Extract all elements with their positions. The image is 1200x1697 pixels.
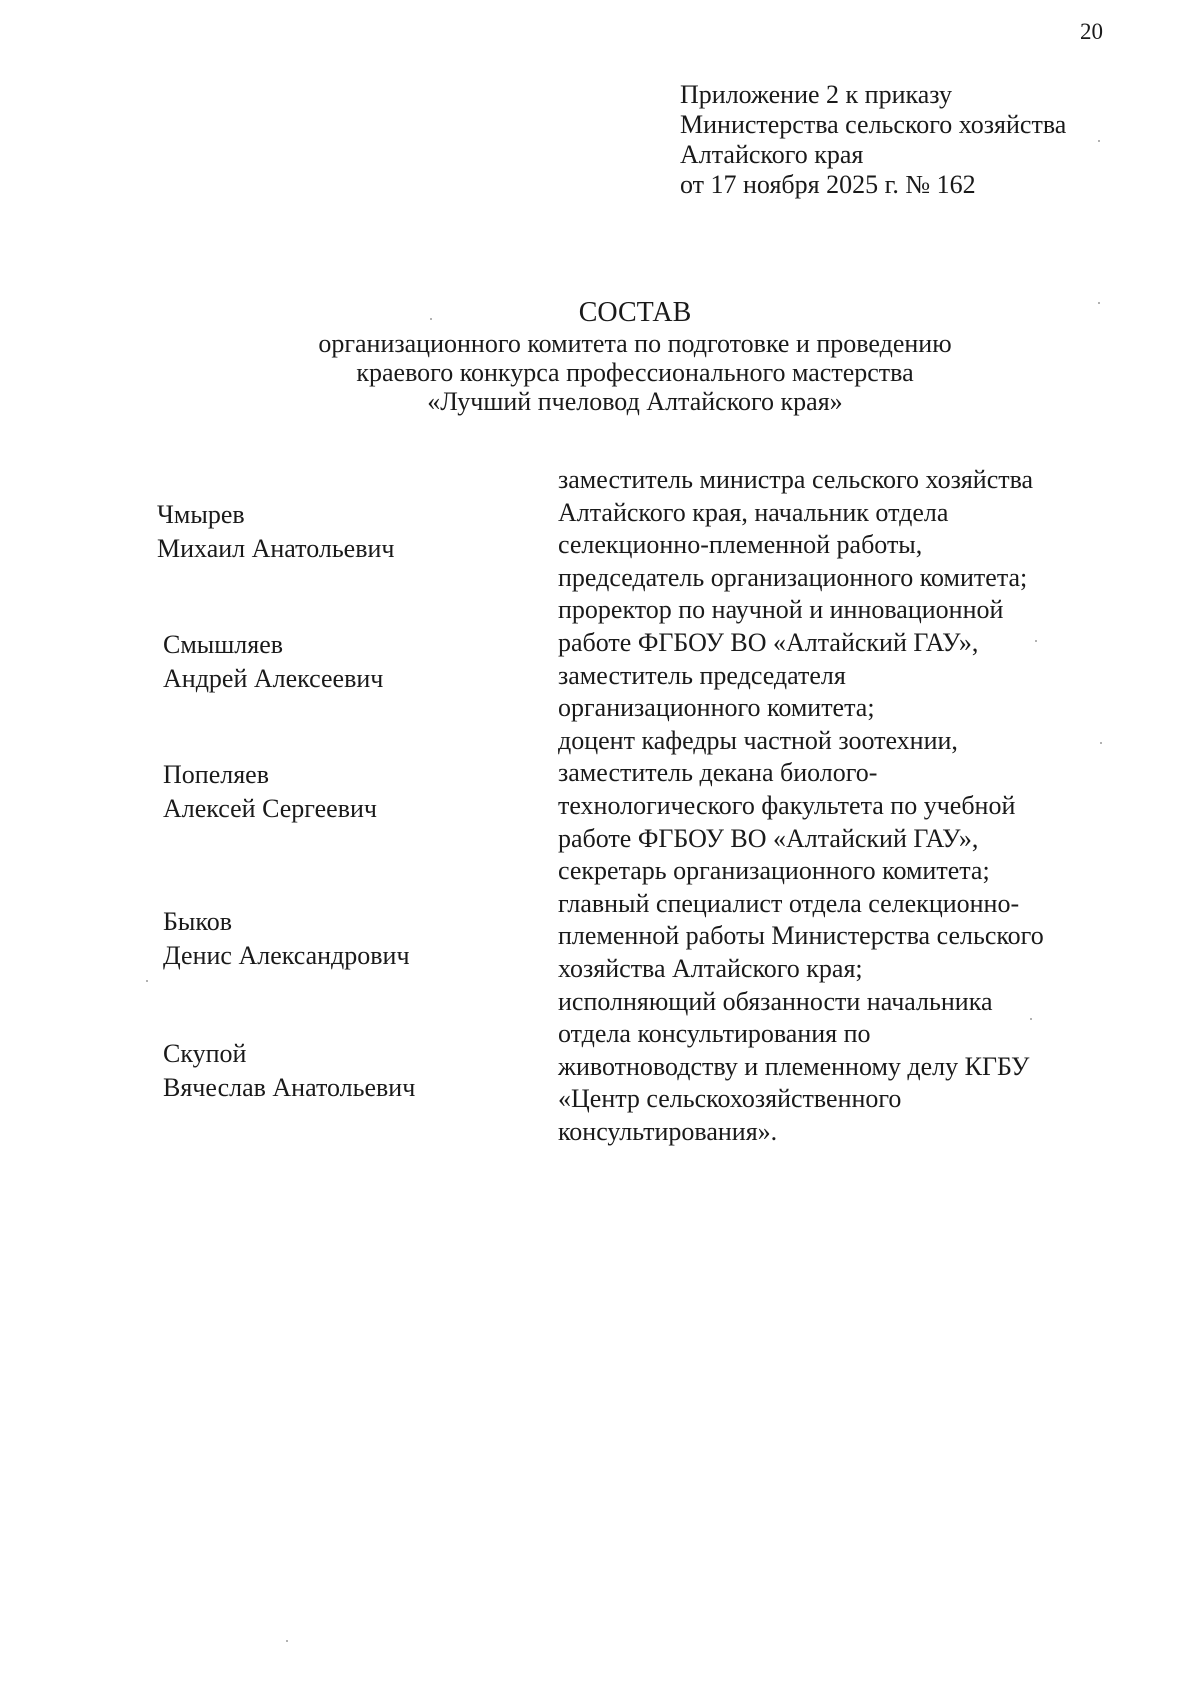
duty-line: животноводству и племенному делу КГБУ [558, 1051, 1030, 1081]
duty-line: проректор по научной и инновационной [558, 595, 1004, 625]
member-given-names: Алексей Сергеевич [163, 794, 377, 823]
scan-speck [1098, 302, 1100, 304]
member-name [163, 628, 383, 696]
page-number: 20 [1080, 19, 1103, 44]
duty-line: председатель организационного комитета; [558, 562, 1028, 592]
appendix-line: от 17 ноября 2025 г. № 162 [680, 170, 976, 199]
scan-speck [1098, 140, 1100, 142]
duty-line: секретарь организационного комитета; [558, 856, 990, 886]
scan-speck [1030, 1018, 1032, 1020]
scan-speck [430, 318, 432, 320]
duty-line: селекционно-племенной работы, [558, 530, 923, 560]
duty-line: племенной работы Министерства сельского [558, 921, 1044, 951]
duty-line: заместитель декана биолого- [558, 758, 878, 788]
duty-line: организационного комитета; [558, 693, 875, 723]
members-names-column [0, 0, 520, 1697]
member-given-names: Михаил Анатольевич [157, 534, 395, 563]
member-given-names: Андрей Алексеевич [163, 664, 384, 693]
duty-line: консультирования». [558, 1116, 778, 1146]
duty-line: работе ФГБОУ ВО «Алтайский ГАУ», [558, 627, 979, 657]
member-given-names: Денис Александрович [163, 941, 410, 970]
duty-line: работе ФГБОУ ВО «Алтайский ГАУ», [558, 823, 979, 853]
scan-speck [1035, 640, 1037, 642]
member-name [157, 498, 395, 566]
duty-line: технологического факультета по учебной [558, 790, 1016, 820]
members-duties-column [558, 464, 1044, 1148]
member-surname: Попеляев [163, 760, 269, 789]
member-surname: Быков [163, 907, 232, 936]
member-name [163, 758, 377, 826]
document-title: СОСТАВ [578, 297, 692, 328]
appendix-line: Приложение 2 к приказу [680, 80, 953, 109]
scan-speck [146, 980, 148, 982]
document-subtitle-line: краевого конкурса профессионального мастерства [356, 358, 914, 387]
scan-speck [286, 1640, 288, 1642]
member-surname: Чмырев [157, 500, 245, 529]
duty-line: Алтайского края, начальник отдела [558, 497, 949, 527]
appendix-reference [680, 80, 1066, 200]
duty-line: исполняющий обязанности начальника [558, 986, 993, 1016]
appendix-line: Министерства сельского хозяйства [680, 110, 1067, 139]
member-given-names: Вячеслав Анатольевич [163, 1073, 416, 1102]
document-subtitle-line: организационного комитета по подготовке и проведению [318, 329, 952, 358]
scan-speck [1100, 742, 1102, 744]
member-surname: Смышляев [163, 630, 284, 659]
duty-line: доцент кафедры частной зоотехнии, [558, 725, 958, 755]
duty-line: главный специалист отдела селекционно- [558, 888, 1020, 918]
duty-line: хозяйства Алтайского края; [558, 953, 863, 983]
appendix-line: Алтайского края [680, 140, 864, 169]
member-name [163, 1037, 415, 1105]
duty-line: заместитель председателя [558, 660, 846, 690]
duty-line: заместитель министра сельского хозяйства [558, 465, 1034, 494]
member-name [163, 905, 410, 973]
document-subtitle-line: «Лучший пчеловод Алтайского края» [427, 387, 843, 416]
duty-line: отдела консультирования по [558, 1019, 871, 1049]
member-surname: Скупой [163, 1039, 247, 1068]
duty-line: «Центр сельскохозяйственного [558, 1084, 902, 1114]
